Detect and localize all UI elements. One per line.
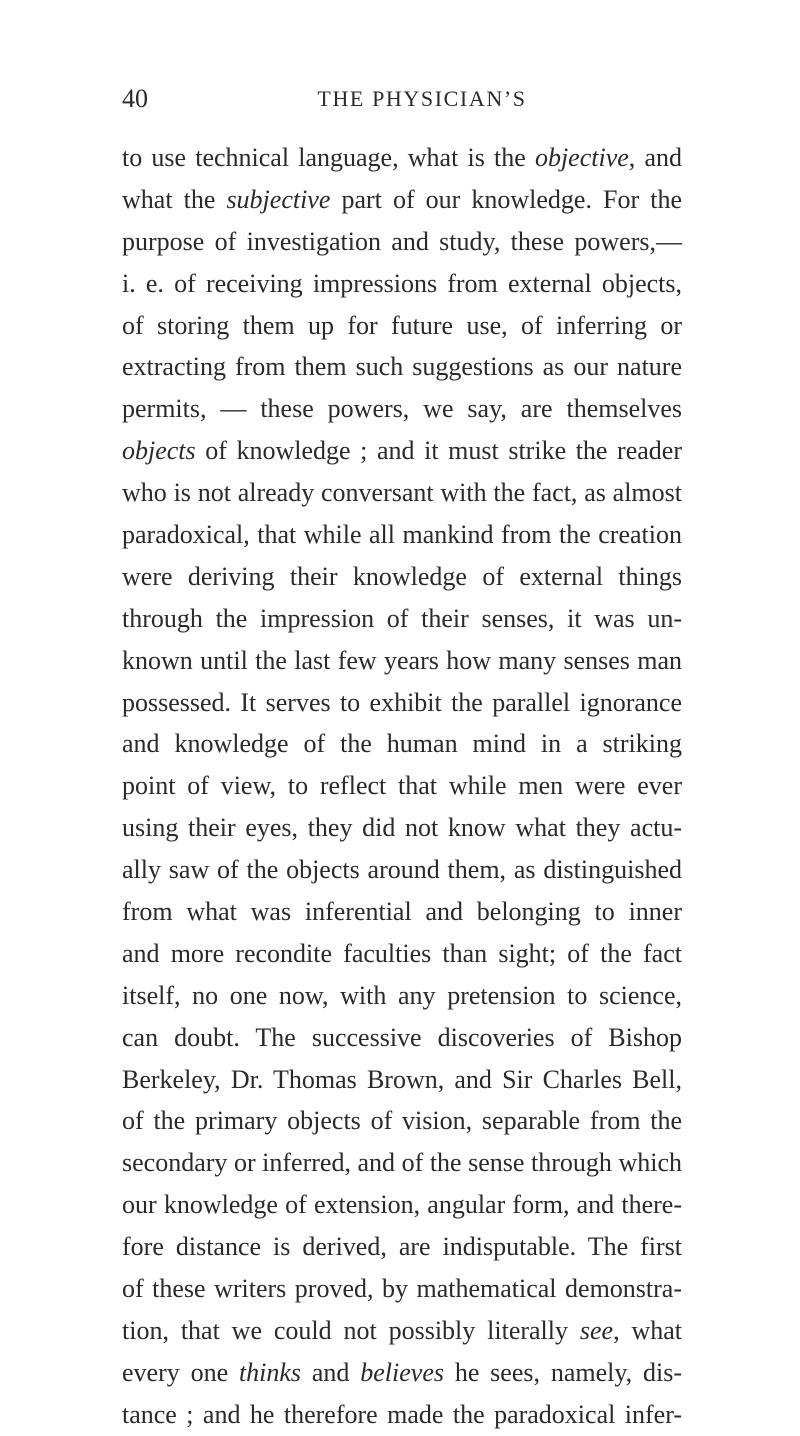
text-segment: of storing them up for future use, of inferring or <box>122 310 682 340</box>
text-segment: known until the last few years how many senses man <box>122 645 682 675</box>
text-line <box>122 723 682 765</box>
text-segment: purpose of investigation and study, these powers,— <box>122 226 682 256</box>
text-line <box>122 346 682 388</box>
italic-term: believes <box>360 1357 444 1387</box>
text-segment: tance ; and he therefore made the paradoxical infer- <box>122 1399 682 1429</box>
text-segment: and <box>301 1357 361 1387</box>
text-segment: tion, that we could not possibly literally <box>122 1315 580 1345</box>
text-line <box>122 137 682 179</box>
text-line <box>122 891 682 933</box>
text-line <box>122 807 682 849</box>
text-segment: from what was inferential and belonging to inner <box>122 897 682 927</box>
italic-term: thinks <box>238 1357 302 1387</box>
text-segment: were deriving their knowledge of external things <box>122 561 682 591</box>
body-text <box>122 137 682 1436</box>
text-line <box>122 1226 682 1268</box>
text-line <box>122 514 682 556</box>
text-line <box>122 179 682 221</box>
text-segment: and more recondite faculties than sight; of the fact <box>122 938 682 968</box>
text-segment: of these writers proved, by mathematical demonstra- <box>122 1274 682 1304</box>
text-segment: paradoxical, that while all mankind from the creation <box>122 520 682 550</box>
text-segment: of knowledge ; and it must strike the reader <box>195 436 682 466</box>
text-segment: ally saw of the objects around them, as distinguished <box>122 855 682 885</box>
text-segment: , what <box>613 1315 682 1345</box>
text-line <box>122 849 682 891</box>
italic-term: see <box>579 1315 614 1345</box>
text-segment: what the <box>122 184 227 214</box>
text-line <box>122 472 682 514</box>
running-head: THE PHYSICIAN’S <box>317 86 527 111</box>
text-line <box>122 305 682 347</box>
italic-term: subjective <box>226 184 331 214</box>
text-line <box>122 263 682 305</box>
text-line <box>122 598 682 640</box>
text-line <box>122 1352 682 1394</box>
text-segment: to use technical language, what is the <box>122 143 535 172</box>
text-segment: extracting from them such suggestions as our nature <box>122 352 682 382</box>
text-segment: part of our knowledge. For the <box>330 184 682 214</box>
text-line <box>122 430 682 472</box>
text-line <box>122 1017 682 1059</box>
text-segment: using their eyes, they did not know what they actu- <box>122 813 682 843</box>
text-segment: itself, no one now, with any pretension to science, <box>122 980 682 1010</box>
text-segment: fore distance is derived, are indisputable. The first <box>122 1232 682 1262</box>
text-segment: he sees, namely, dis- <box>443 1357 682 1387</box>
text-line <box>122 1394 682 1436</box>
text-line <box>122 640 682 682</box>
page-number: 40 <box>122 84 148 113</box>
text-segment: every one <box>122 1357 239 1387</box>
text-segment: and knowledge of the human mind in a striking <box>122 729 682 759</box>
text-line <box>122 765 682 807</box>
text-line <box>122 682 682 724</box>
page-header <box>122 82 682 116</box>
text-segment: point of view, to reflect that while men were ever <box>122 771 682 801</box>
text-segment: , and <box>628 143 682 172</box>
text-segment: our knowledge of extension, angular form, and there- <box>122 1190 682 1220</box>
text-line <box>122 1059 682 1101</box>
text-line <box>122 388 682 430</box>
text-segment: of the primary objects of vision, separable from the <box>122 1106 682 1136</box>
text-segment: secondary or inferred, and of the sense through which <box>122 1148 682 1178</box>
text-line <box>122 1100 682 1142</box>
text-segment: can doubt. The successive discoveries of Bishop <box>122 1022 682 1052</box>
text-line <box>122 556 682 598</box>
text-line <box>122 933 682 975</box>
italic-term: objective <box>534 143 629 172</box>
text-segment: through the impression of their senses, it was un- <box>122 603 682 633</box>
text-segment: i. e. of receiving impressions from external objects, <box>122 268 682 298</box>
text-segment: permits, — these powers, we say, are themselves <box>122 394 682 424</box>
italic-term: objects <box>122 436 196 466</box>
text-segment: Berkeley, Dr. Thomas Brown, and Sir Charles Bell, <box>122 1064 682 1094</box>
text-line <box>122 1310 682 1352</box>
text-line <box>122 975 682 1017</box>
text-line <box>122 1184 682 1226</box>
text-segment: who is not already conversant with the fact, as almost <box>122 478 682 508</box>
text-line <box>122 1268 682 1310</box>
text-line <box>122 221 682 263</box>
text-segment: possessed. It serves to exhibit the parallel ignorance <box>122 687 682 717</box>
text-line <box>122 1142 682 1184</box>
